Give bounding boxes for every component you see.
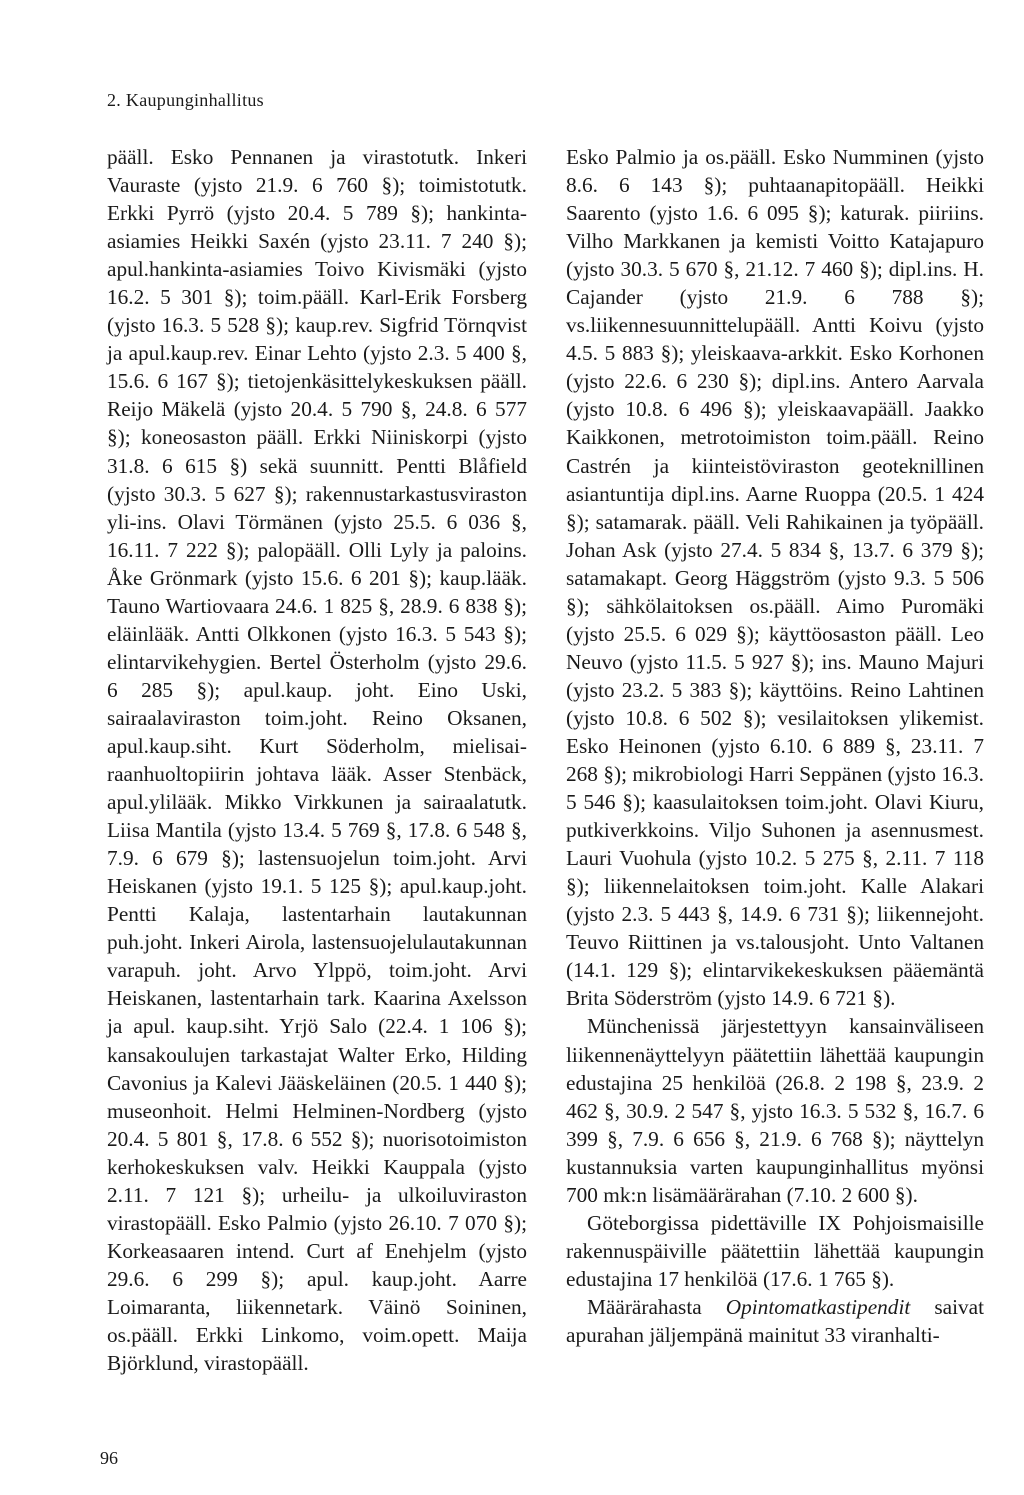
grant-fund-name: Opintomatkastipendit [725,1294,911,1319]
right-column [566,143,984,1349]
grant-text-suffix: saivat apurahan jäljempänä mainitut 33 viranhalti- [566,1294,985,1347]
right-column-paragraph-continued: Esko Palmio ja os.pääll. Esko Numminen (yjsto 8.6. 6 143 §); puhtaanapitopääll. Heikki Saarento (yjsto 1.6. 6 095 §); katurak. piiriins. Vilho Markkanen ja kemisti Voitto Katajapuro (yjsto 30.3. 5 670 §, 21.12. 7 460 §); dipl.ins. H. Cajander (yjsto 21.9. 6 788 §); vs.liikennesuunnittelupääll. Antti Koivu (yjsto 4.5. 5 883 §); yleiskaava-arkkit. Esko Korhonen (yjsto 22.6. 6 230 §); dipl.ins. Antero Aarvala (yjsto 10.8. 6 496 §); yleiskaavapääll. Jaakko Kaikkonen, metrotoimiston toim.pääll. Reino Castrén ja kiinteistöviraston geoteknillinen asiantuntija dipl.ins. Aarne Ruoppa (20.5. 1 424 §); satamarak. pääll. Veli Rahikainen ja työpääll. Johan Ask (yjsto 27.4. 5 834 §, 13.7. 6 379 §); satamakapt. Georg Häggström (yjsto 9.3. 5 506 §); sähkölaitoksen os.pääll. Aimo Puromäki (yjsto 25.5. 6 029 §); käyttöosaston pääll. Leo Neuvo (yjsto 11.5. 5 927 §); ins. Mauno Majuri (yjsto 23.2. 5 383 §); käyttöins. Reino Lahtinen (yjsto 10.8. 6 502 §); vesilaitoksen ylikemist. Esko Heinonen (yjsto 6.10. 6 889 §, 23.11. 7 268 §); mikrobiologi Harri Seppänen (yjsto 16.3. 5 546 §); kaasulaitoksen toim.joht. Olavi Kiuru, putkiverkkoins. Viljo Suhonen ja asennusmest. Lauri Vuohula (yjsto 10.2. 5 275 §, 2.11. 7 118 §); liikennelaitoksen toim.joht. Kalle Alakari (yjsto 2.3. 5 443 §, 14.9. 6 731 §); liikennejoht. Teuvo Riittinen ja vs.talousjoht. Unto Valtanen (14.1. 129 §); elintarvikekeskuksen pääemäntä Brita Söderström (yjsto 14.9. 6 721 §). [566,145,984,1011]
left-column-paragraph: pääll. Esko Pennanen ja virastotutk. Inkeri Vauraste (yjsto 21.9. 6 760 §); toimistotutk. Erkki Pyrrö (yjsto 20.4. 5 789 §); hankintaasiamies Heikki Saxén (yjsto 23.11. 7 240 §); apul.hankinta-asiamies Toivo Kivismäki (yjsto 16.2. 5 301 §); toim.pääll. Karl-Erik Forsberg (yjsto 16.3. 5 528 §); kaup.rev. Sigfrid Törnqvist ja apul.kaup.rev. Einar Lehto (yjsto 2.3. 5 400 §, 15.6. 6 167 §); tietojenkäsittelykeskuksen pääll. Reijo Mäkelä (yjsto 20.4. 5 790 §, 24.8. 6 577 §); koneosaston pääll. Erkki Niiniskorpi (yjsto 31.8. 6 615 §) sekä suunnitt. Pentti Blåfield (yjsto 30.3. 5 627 §); rakennustarkastusviraston yli-ins. Olavi Törmänen (yjsto 25.5. 6 036 §, 16.11. 7 222 §); palopääll. Olli Lyly ja paloins. Åke Grönmark (yjsto 15.6. 6 201 §); kaup.lääk. Tauno Wartiovaara 24.6. 1 825 §, 28.9. 6 838 §); eläinlääk. Antti Olkkonen (yjsto 16.3. 5 543 §); elintarvikehygien. Bertel Österholm (yjsto 29.6. 6 285 §); apul.kaup. joht. Eino Uski, sairaalaviraston toim.joht. Reino Oksanen, apul.kaup.siht. Kurt Söderholm, mielisairaanhuoltopiirin johtava lääk. Asser Stenbäck, apul.ylilääk. Mikko Virkkunen ja sairaalatutk. Liisa Mantila (yjsto 13.4. 5 769 §, 17.8. 6 548 §, 7.9. 6 679 §); lastensuojelun toim.joht. Arvi Heiskanen (yjsto 19.1. 5 125 §); apul.kaup.joht. Pentti Kalaja, lastentarhain lautakunnan puh.joht. Inkeri Airola, lastensuojelulautakunnan varapuh. joht. Arvo Ylppö, toim.joht. Arvi Heiskanen, lastentarhain tark. Kaarina Axelsson ja apul. kaup.siht. Yrjö Salo (22.4. 1 106 §); kansakoulujen tarkastajat Walter Erko, Hilding Cavonius ja Kalevi Jääskeläinen (20.5. 1 440 §); museonhoit. Helmi Helminen-Nordberg (yjsto 20.4. 5 801 §, 17.8. 6 552 §); nuorisotoimiston kerhokeskuksen valv. Heikki Kauppala (yjsto 2.11. 7 121 §); urheilu- ja ulkoiluviraston virastopääll. Esko Palmio (yjsto 26.10. 7 070 §); Korkeasaaren intend. Curt af Enehjelm (yjsto 29.6. 6 299 §); apul. kaup.joht. Aarre Loimaranta, liikennetark. Väinö Soininen, os.pääll. Erkki Linkomo, voim.opett. Maija Björklund, virastopääll. [107,145,527,1376]
page-number: 96 [100,1448,118,1468]
paragraph-study-grants [566,1293,984,1349]
paragraph-munich-exhibition: Münchenissä järjestettyyn kansainväliseen liikennenäyttelyyn päätettiin lähettää kaupungin edustajina 25 henkilöä (26.8. 2 198 §, 23.9. 2 462 §, 30.9. 2 547 §, yjsto 16.3. 5 532 §, 16.7. 6 399 §, 7.9. 6 656 §, 21.9. 6 768 §); näyttelyn kustannuksia varten kaupunginhallitus myönsi 700 mk:n lisämäärärahan (7.10. 2 600 §). [566,1014,984,1207]
running-header: 2. Kaupunginhallitus [107,90,264,110]
left-column [107,143,527,1377]
paragraph-gothenburg-days: Göteborgissa pidettäville IX Pohjoismaisille rakennuspäiville päätettiin lähettää kaupungin edustajina 17 henkilöä (17.6. 1 765 §). [566,1210,984,1291]
grant-text-prefix: Määrärahasta [587,1294,702,1319]
